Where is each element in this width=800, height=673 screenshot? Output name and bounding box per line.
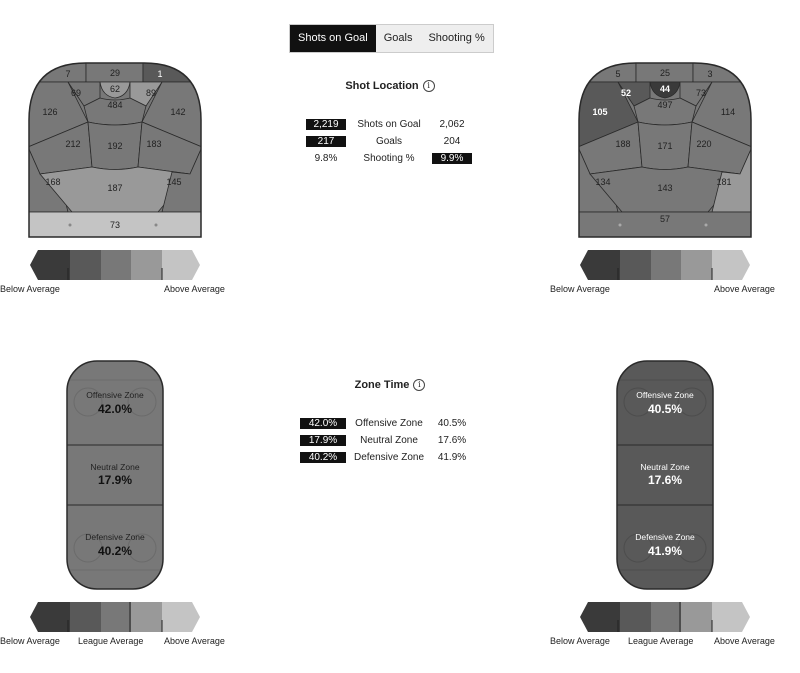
oz-label: Offensive Zone: [86, 390, 144, 400]
info-icon[interactable]: i: [413, 379, 425, 391]
stat-row-shots: [306, 117, 472, 131]
left-oz-value: 42.0%: [300, 418, 346, 429]
oz-value: 40.5%: [647, 402, 683, 416]
zone-top-right[interactable]: [143, 62, 202, 82]
stat-row-shooting: [306, 151, 472, 165]
label-low-right: 145: [166, 177, 182, 187]
zone-top-left[interactable]: [28, 62, 86, 82]
zone-top-left[interactable]: [578, 62, 636, 82]
oz-value: 42.0%: [97, 402, 133, 416]
metric-tabs: [289, 24, 494, 53]
label-low-right: 181: [716, 177, 732, 187]
right-rink: [616, 360, 714, 590]
zone-time-stats: [300, 416, 472, 464]
label-crease-left: 52: [620, 88, 632, 98]
legend-below-average: Below Average: [550, 636, 610, 646]
label-slot: 497: [657, 100, 673, 110]
zone-legend-left: [30, 602, 200, 632]
legend-below-average: Below Average: [0, 636, 60, 646]
right-goals-value: 204: [443, 135, 461, 147]
legend-below-average: Below Average: [0, 284, 60, 294]
left-shots-value: 2,219: [306, 119, 346, 130]
label-mid-right: 183: [146, 139, 162, 149]
right-shot-map: [578, 62, 752, 238]
label-far-left: 105: [592, 107, 608, 117]
label-mid-left: 212: [65, 139, 81, 149]
zone-legend-right: [580, 602, 750, 632]
label-crease-right: 89: [145, 88, 157, 98]
label-top-right: 3: [707, 69, 713, 79]
zone-time-title: Zone Time: [354, 379, 410, 391]
zone-top-right[interactable]: [693, 62, 752, 82]
legend-below-average: Below Average: [550, 284, 610, 294]
right-nz-value: 17.6%: [437, 434, 467, 446]
tab-shots-on-goal[interactable]: Shots on Goal: [290, 25, 376, 52]
nz-label: Neutral Zone: [90, 462, 140, 472]
dz-label: Defensive Zone: [85, 532, 145, 542]
left-dz-value: 40.2%: [300, 452, 346, 463]
shots-label: Shots on Goal: [357, 118, 421, 130]
nz-label: Neutral Zone: [360, 434, 418, 446]
left-shot-map: [28, 62, 202, 238]
label-low-left: 134: [595, 177, 611, 187]
nz-label: Neutral Zone: [640, 462, 690, 472]
tab-goals[interactable]: Goals: [383, 32, 413, 44]
legend-above-average: Above Average: [164, 636, 225, 646]
label-top-right: 1: [157, 69, 163, 79]
label-top-left: 5: [615, 69, 621, 79]
label-top-left: 7: [65, 69, 71, 79]
zone-row-offensive: [300, 416, 472, 430]
goals-label: Goals: [375, 135, 403, 147]
label-mid-left: 188: [615, 139, 631, 149]
shot-legend-left: [30, 250, 200, 280]
nz-value: 17.9%: [97, 473, 133, 487]
label-mid-center: 171: [657, 141, 673, 151]
label-crease-mid: 62: [109, 84, 121, 94]
legend-above-average: Above Average: [714, 636, 775, 646]
nz-value: 17.6%: [647, 473, 683, 487]
label-point: 57: [659, 214, 671, 224]
oz-label: Offensive Zone: [355, 417, 423, 429]
zone-row-defensive: [300, 450, 472, 464]
label-slot: 484: [107, 100, 123, 110]
right-oz-value: 40.5%: [437, 417, 467, 429]
shooting-label: Shooting %: [363, 152, 415, 164]
label-crease-right: 73: [695, 88, 707, 98]
label-mid-center: 192: [107, 141, 123, 151]
right-dz-value: 41.9%: [437, 451, 467, 463]
label-mid-right: 220: [696, 139, 712, 149]
left-rink: [66, 360, 164, 590]
label-low-center: 143: [657, 183, 673, 193]
dz-value: 40.2%: [97, 544, 133, 558]
zone-row-neutral: [300, 433, 472, 447]
label-top-mid: 25: [659, 68, 671, 78]
label-point: 73: [109, 220, 121, 230]
info-icon[interactable]: i: [423, 80, 435, 92]
label-crease-left: 69: [70, 88, 82, 98]
legend-league-average: League Average: [628, 636, 694, 646]
shot-location-title: Shot Location: [345, 80, 419, 92]
shot-location-stats: [306, 117, 472, 165]
shot-legend-right: [580, 250, 750, 280]
right-shots-value: 2,062: [439, 118, 465, 130]
label-far-right: 114: [720, 107, 736, 117]
left-nz-value: 17.9%: [300, 435, 346, 446]
legend-above-average: Above Average: [714, 284, 775, 294]
label-far-right: 142: [170, 107, 186, 117]
dz-label: Defensive Zone: [353, 451, 425, 463]
legend-above-average: Above Average: [164, 284, 225, 294]
label-crease-mid: 44: [659, 84, 671, 94]
label-far-left: 126: [42, 107, 58, 117]
shot-location-heading: [300, 80, 480, 92]
oz-label: Offensive Zone: [636, 390, 694, 400]
label-low-center: 187: [107, 183, 123, 193]
right-shooting-value: 9.9%: [432, 153, 472, 164]
label-top-mid: 29: [109, 68, 121, 78]
dz-label: Defensive Zone: [635, 532, 695, 542]
legend-league-average: League Average: [78, 636, 144, 646]
label-low-left: 168: [45, 177, 61, 187]
zone-time-heading: [300, 379, 480, 391]
tab-shooting-pct[interactable]: Shooting %: [428, 32, 485, 44]
dz-value: 41.9%: [647, 544, 683, 558]
left-shooting-value: 9.8%: [314, 152, 338, 164]
left-goals-value: 217: [306, 136, 346, 147]
stat-row-goals: [306, 134, 472, 148]
